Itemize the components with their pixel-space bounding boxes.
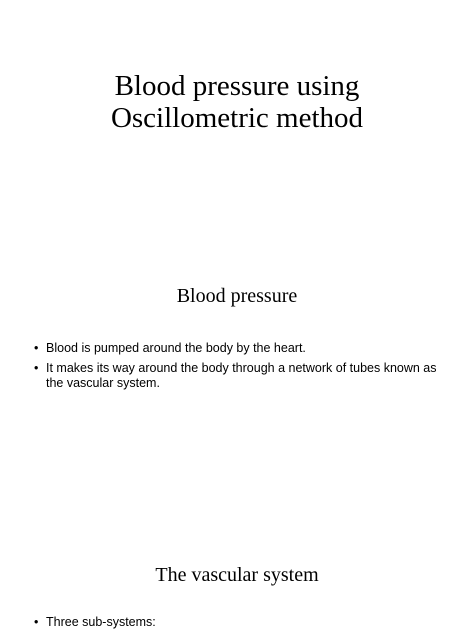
bullet-text: Three sub-systems: (46, 615, 156, 629)
bullet-glyph: • (34, 341, 39, 355)
slide-title: Blood pressure (176, 285, 298, 307)
slide-title: The vascular system (155, 564, 319, 586)
bullet-text: Blood is pumped around the body by the heart. (46, 341, 306, 355)
bullet-text: It makes its way around the body through a network of tubes known as the vascular system. (46, 361, 437, 390)
list-item (34, 615, 444, 630)
bullet-glyph: • (34, 615, 39, 629)
bullet-list (34, 615, 444, 635)
title-line-2: Oscillometric method (110, 102, 364, 134)
list-item (34, 341, 444, 356)
bullet-glyph: • (34, 361, 39, 375)
bullet-list (34, 341, 444, 396)
list-item (34, 361, 444, 391)
blood-pressure-slide (0, 236, 474, 536)
vascular-system-slide (0, 536, 474, 632)
title-line-1: Blood pressure using (114, 70, 360, 102)
title-slide (0, 0, 474, 236)
presentation-title (0, 70, 474, 134)
